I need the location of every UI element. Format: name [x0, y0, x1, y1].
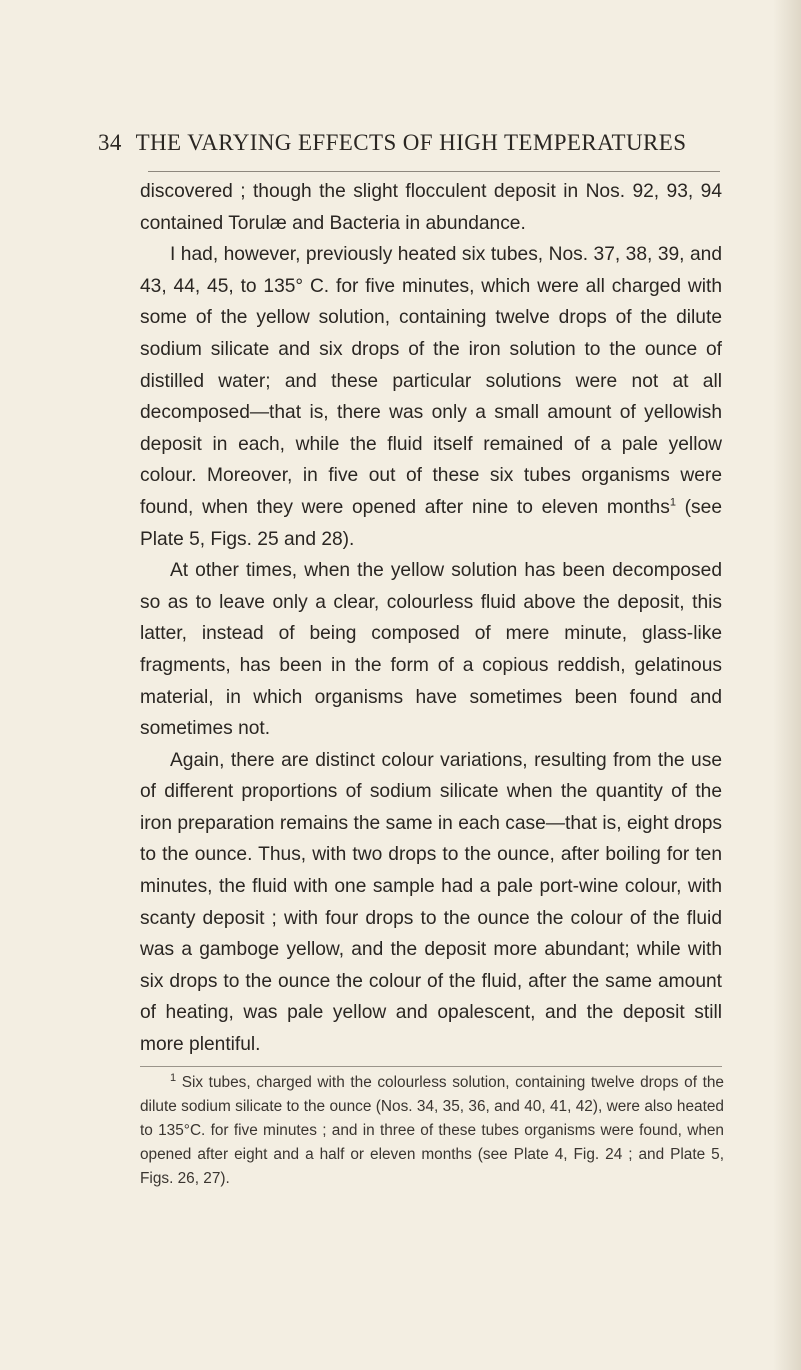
paragraph-4: Again, there are distinct colour variations, resulting from the use of different proportions of sodium silicate when the quantity of the iron preparation remains the same in each case—that is, eight drops to the ounce. Thus, with two drops to the ounce, after boiling for ten minutes, the fluid with one sample had a pale port-wine colour, with scanty deposit ; with four drops to the ounce the colour of the fluid was a gamboge yellow, and the deposit more abundant; while with six drops to the ounce the colour of the fluid, after the same amount of heating, was pale yellow and opalescent, and the deposit still more plentiful.	[140, 749, 722, 1056]
footnote-text: Six tubes, charged with the colourless solution, containing twelve drops of the dilute sodium silicate to the ounce (Nos. 34, 35, 36, and 40, 41, 42), were also heated to 135°C. for five minutes ; and in three of these tubes organisms were found, when opened after eight and a half or eleven months (see Plate 4, Fig. 24 ; and Plate 5, Figs. 26, 27).	[140, 1074, 724, 1187]
header-rule	[148, 171, 720, 172]
footnote-reference: 1	[669, 496, 676, 509]
body-text	[140, 176, 722, 1061]
paragraph-2-end: (see Plate 5, Figs. 25 and 28).	[140, 496, 722, 550]
page-number: 34	[98, 130, 122, 155]
footnote-marker: 1	[170, 1071, 177, 1084]
running-title: THE VARYING EFFECTS OF HIGH TEMPERATURES	[135, 130, 687, 155]
paragraph-2-text: I had, however, previously heated six tubes, Nos. 37, 38, 39, and 43, 44, 45, to 135° C. for five minutes, which were all charged with some of the yellow solution, containing twelve drops of the dilute sodium silicate and six drops of the iron solution to the ounce of distilled water; and these particular solutions were not at all decomposed—that is, there was only a small amount of yellowish deposit in each, while the fluid itself remained of a pale yellow colour. Moreover, in five out of these six tubes organisms were found, when they were opened after nine to eleven months	[140, 244, 722, 518]
page-edge-shadow	[773, 0, 801, 1370]
running-header	[98, 130, 720, 156]
paragraph-1: discovered ; though the slight flocculent deposit in Nos. 92, 93, 94 contained Torulæ and Bacteria in abundance.	[140, 181, 722, 234]
footnote-rule	[140, 1066, 722, 1067]
paragraph-3: At other times, when the yellow solution has been decomposed so as to leave only a clear, colourless fluid above the deposit, this latter, instead of being composed of mere minute, glass-like fragments, has been in the form of a copious reddish, gelatinous material, in which organisms have sometimes been found and sometimes not.	[140, 560, 722, 740]
footnote	[140, 1071, 724, 1191]
paragraph-2	[140, 239, 722, 555]
